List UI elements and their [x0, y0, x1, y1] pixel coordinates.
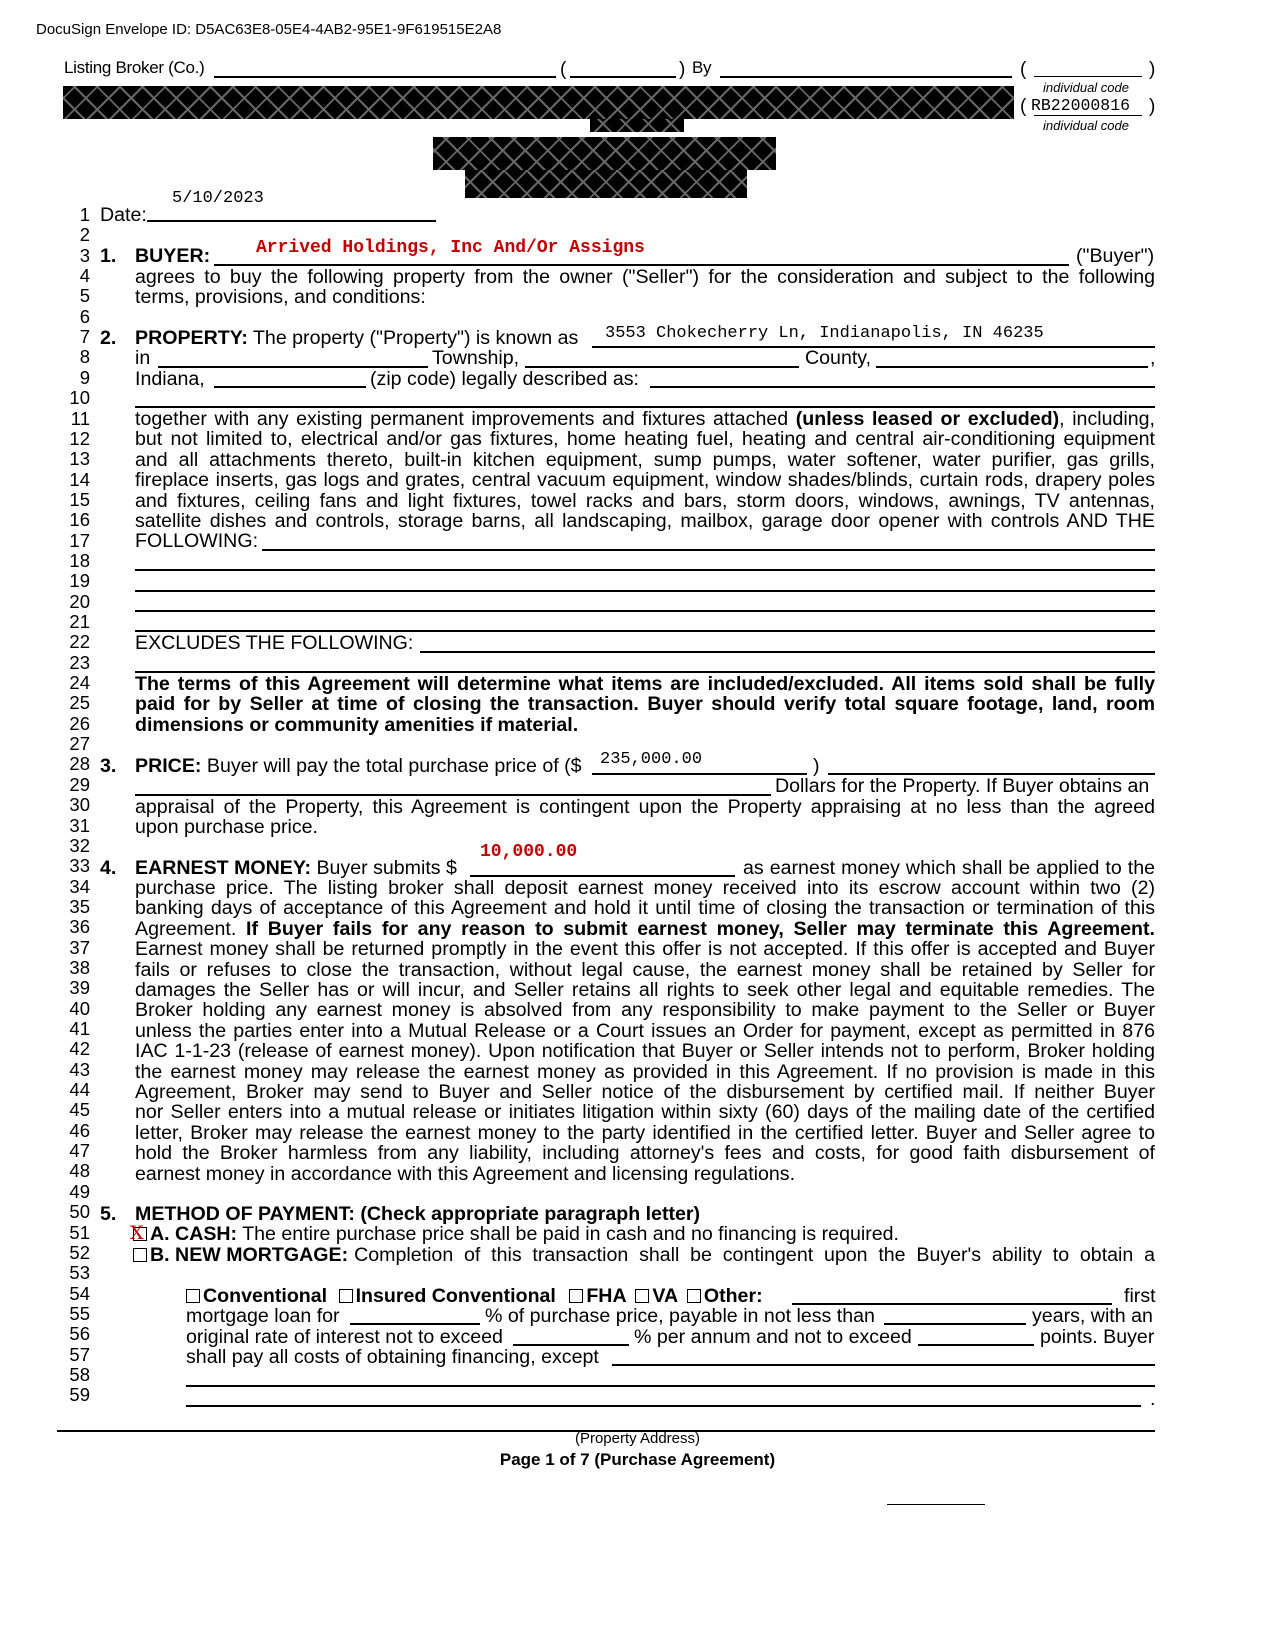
- line-number: 29: [69, 773, 90, 795]
- line-number: 38: [69, 956, 90, 978]
- line-43: the earnest money may release the earnest money as provided in this Agreement. If no provision is made in this: [135, 1061, 1155, 1083]
- line-13: and all attachments thereto, built-in kitchen equipment, sump pumps, water softener, water purifier, gas grills,: [135, 449, 1155, 471]
- cash-label: A. CASH:: [150, 1223, 238, 1245]
- line-number: 24: [69, 672, 90, 694]
- section-2-num: 2.: [100, 327, 117, 349]
- price-close-paren: ): [813, 755, 820, 777]
- line-number: 53: [69, 1262, 90, 1284]
- line-number: 8: [79, 346, 90, 368]
- individual-code-value: RB22000816: [1031, 96, 1131, 115]
- comma: ,: [1150, 347, 1156, 369]
- new-mortgage-checkbox[interactable]: [133, 1248, 147, 1262]
- line-number: 43: [69, 1058, 90, 1080]
- line-34: purchase price. The listing broker shall deposit earnest money received into its escrow account within two (2): [135, 877, 1155, 899]
- percent-of-price-label: % of purchase price, payable in not less than: [485, 1305, 875, 1327]
- dollars-text: Dollars for the Property. If Buyer obtains an: [775, 775, 1150, 797]
- indiana-label: Indiana,: [135, 368, 205, 390]
- line-46: letter, Broker may release the earnest money to the party identified in the certified letter. Buyer and Seller agree to: [135, 1122, 1155, 1144]
- property-address-field[interactable]: [592, 346, 1155, 348]
- va-checkbox[interactable]: [635, 1289, 649, 1303]
- buyer-suffix: ("Buyer"): [1076, 245, 1155, 267]
- line-number: 16: [69, 509, 90, 531]
- redacted-block: [590, 119, 684, 132]
- line-47: hold the Broker harmless from any liability, including attorney's fees and costs, for good faith disbursement of: [135, 1142, 1155, 1164]
- line-number: 30: [69, 794, 90, 816]
- line-number: 17: [69, 529, 90, 551]
- per-annum-label: % per annum and not to exceed: [634, 1326, 912, 1348]
- following-field[interactable]: [262, 549, 1155, 551]
- line-35: banking days of acceptance of this Agreement and hold it until time of closing the transaction or termination of this: [135, 897, 1155, 919]
- earnest-value: 10,000.00: [480, 842, 578, 862]
- following-field-3[interactable]: [135, 590, 1155, 592]
- line-37: Earnest money shall be returned promptly in the event this offer is not accepted. If this offer is accepted and Buyer: [135, 938, 1155, 960]
- redacted-block: [465, 170, 747, 198]
- section-5-num: 5.: [100, 1203, 117, 1225]
- line-number: 5: [79, 285, 90, 307]
- opt-fha: FHA: [586, 1285, 626, 1307]
- line-31: upon purchase price.: [135, 816, 318, 838]
- line-number: 44: [69, 1079, 90, 1101]
- legal-description-field[interactable]: [650, 386, 1155, 388]
- financing-except-label: shall pay all costs of obtaining financing, except: [186, 1346, 599, 1368]
- by-label: By: [692, 58, 712, 77]
- line-number: 26: [69, 712, 90, 734]
- following-field-2[interactable]: [135, 569, 1155, 571]
- line-12: but not limited to, electrical and/or gas fixtures, home heating fuel, heating and central air-conditioning equipment: [135, 428, 1155, 450]
- line-24: The terms of this Agreement will determine what items are included/excluded. All items sold shall be fully: [135, 673, 1155, 695]
- line-number: 28: [69, 753, 90, 775]
- individual-code-label: individual code: [1042, 80, 1129, 95]
- other-checkbox[interactable]: [687, 1289, 701, 1303]
- line-number: 51: [69, 1221, 90, 1243]
- listing-broker-field[interactable]: [214, 76, 556, 78]
- line-number: 9: [79, 366, 90, 388]
- line-number: 54: [69, 1282, 90, 1304]
- opt-conventional: Conventional: [203, 1285, 328, 1307]
- line-number: 21: [69, 611, 90, 632]
- line-number: 12: [69, 427, 90, 449]
- section-3-num: 3.: [100, 755, 117, 777]
- line-number: 15: [69, 488, 90, 510]
- conventional-checkbox[interactable]: [186, 1289, 200, 1303]
- line-number: 48: [69, 1160, 90, 1182]
- loan-percent-field[interactable]: [350, 1323, 480, 1325]
- listing-broker-label: Listing Broker (Co.): [64, 58, 205, 77]
- earnest-title: EARNEST MONEY:: [135, 857, 311, 879]
- line-number: 36: [69, 916, 90, 938]
- method-title: METHOD OF PAYMENT: (Check appropriate paragraph letter): [135, 1203, 701, 1225]
- line-number: 45: [69, 1099, 90, 1121]
- excludes-label: EXCLUDES THE FOLLOWING:: [135, 632, 414, 654]
- close-paren-3: ): [1149, 96, 1156, 117]
- financing-except-field-3[interactable]: [186, 1405, 1141, 1407]
- cash-check-mark: X: [130, 1222, 144, 1244]
- state-field[interactable]: [876, 366, 1148, 368]
- buyer-value: Arrived Holdings, Inc And/Or Assigns: [256, 238, 645, 258]
- line-number: 37: [69, 936, 90, 958]
- following-field-4[interactable]: [135, 610, 1155, 612]
- date-label: Date:: [100, 204, 147, 226]
- line-5: terms, provisions, and conditions:: [135, 286, 426, 308]
- line-30: appraisal of the Property, this Agreement is contingent upon the Property appraising at no less than the agreed: [135, 796, 1155, 818]
- excludes-field[interactable]: [420, 651, 1155, 653]
- property-address-footer: (Property Address): [574, 1430, 701, 1447]
- mortgage-loan-label: mortgage loan for: [186, 1305, 340, 1327]
- line-number: 58: [69, 1363, 90, 1385]
- county-label: County,: [805, 347, 872, 369]
- option-b: [133, 1244, 1155, 1267]
- years-field[interactable]: [884, 1323, 1026, 1325]
- new-mortgage-text: Completion of this transaction shall be contingent upon the Buyer's ability to obtain a: [354, 1244, 1155, 1266]
- financing-except-field-2[interactable]: [186, 1385, 1155, 1387]
- line-39: damages the Seller has or will incur, and Seller retains all rights to seek other legal and equitable remedies. The: [135, 979, 1155, 1001]
- period: .: [1150, 1388, 1156, 1410]
- line-number: 6: [79, 305, 90, 327]
- zip-legal-label: (zip code) legally described as:: [370, 368, 640, 390]
- new-mortgage-label: B. NEW MORTGAGE:: [150, 1244, 349, 1266]
- line-38: fails or refuses to close the transaction, without legal cause, the earnest money shall be retained by Seller for: [135, 959, 1155, 981]
- section-4-num: 4.: [100, 857, 117, 879]
- open-paren: (: [560, 59, 567, 80]
- line-25: paid for by Seller at time of closing the transaction. Buyer should verify total square footage, land, room: [135, 693, 1155, 715]
- line-41: unless the parties enter into a Mutual Release or a Court issues an Order for payment, except as permitted in 876: [135, 1020, 1155, 1042]
- line-40: Broker holding any earnest money is absolved from any responsibility to make payment to the Seller or Buyer: [135, 999, 1155, 1021]
- footer-short-rule: [887, 1504, 985, 1505]
- line-number: 47: [69, 1140, 90, 1162]
- insured-conventional-checkbox[interactable]: [339, 1289, 353, 1303]
- line-45: nor Seller enters into a mutual release or initiates litigation within sixty (60) days of the mailing date of the certified: [135, 1101, 1155, 1123]
- line-number: 39: [69, 977, 90, 999]
- open-paren-2: (: [1020, 59, 1027, 80]
- points-label: points. Buyer: [1040, 1326, 1155, 1348]
- line-number: 7: [79, 326, 90, 348]
- line-26: dimensions or community amenities if material.: [135, 714, 579, 736]
- line-number: 50: [69, 1201, 90, 1223]
- earnest-as: as earnest money which shall be applied to the: [743, 857, 1155, 879]
- close-paren-2: ): [1149, 59, 1156, 80]
- option-a: [130, 1222, 899, 1246]
- by-field[interactable]: [720, 76, 1012, 78]
- line-number: 55: [69, 1302, 90, 1324]
- individual-code-label-2: individual code: [1042, 118, 1129, 133]
- price-value: 235,000.00: [600, 750, 703, 769]
- line-number: 34: [69, 875, 90, 897]
- line-number: 4: [79, 265, 90, 287]
- line-number: 11: [70, 407, 90, 429]
- redacted-block: [63, 86, 1014, 119]
- points-field[interactable]: [918, 1344, 1034, 1346]
- redacted-block: [433, 137, 776, 170]
- rate-label: original rate of interest not to exceed: [186, 1326, 503, 1348]
- earnest-submits: Buyer submits $: [316, 857, 457, 879]
- line-42: IAC 1-1-23 (release of earnest money). Upon notification that Buyer or Seller intends not to perform, Broker holding: [135, 1040, 1155, 1062]
- zip-field[interactable]: [214, 386, 366, 388]
- line-4: agrees to buy the following property from the owner ("Seller") for the consideration and subject to the following: [135, 266, 1155, 288]
- page-number: Page 1 of 7 (Purchase Agreement): [499, 1450, 776, 1469]
- buyer-title: BUYER:: [135, 245, 211, 267]
- line-number: 59: [69, 1384, 90, 1406]
- line-number: 14: [69, 468, 90, 490]
- financing-except-field[interactable]: [612, 1364, 1155, 1366]
- line-14: fireplace inserts, gas logs and grates, central vacuum equipment, window shades/blinds, curtain rods, drapery poles: [135, 469, 1155, 491]
- date-value: 5/10/2023: [172, 189, 264, 208]
- line-number: 23: [69, 651, 90, 673]
- fha-checkbox[interactable]: [569, 1289, 583, 1303]
- property-known-as: The property ("Property") is known as: [252, 327, 579, 349]
- line-15: and fixtures, ceiling fans and light fixtures, towel racks and bars, storm doors, windows, awnings, TV antennas,: [135, 490, 1155, 512]
- line-number: 57: [69, 1343, 90, 1365]
- line-number: 32: [69, 834, 90, 856]
- envelope-id: DocuSign Envelope ID: D5AC63E8-05E4-4AB2-95E1-9F619515E2A8: [36, 21, 502, 38]
- line-48: earnest money in accordance with this Agreement and licensing regulations.: [135, 1163, 796, 1185]
- line-number: 41: [69, 1018, 90, 1039]
- line-number: 31: [69, 814, 90, 836]
- line-number: 56: [69, 1323, 90, 1345]
- line-number: 25: [69, 692, 90, 714]
- cash-checkbox[interactable]: [130, 1222, 147, 1244]
- section-1-num: 1.: [100, 245, 117, 267]
- opt-other: Other:: [703, 1285, 763, 1307]
- line-number: 49: [69, 1180, 90, 1202]
- line-number: 10: [69, 387, 90, 409]
- property-title: PROPERTY:: [135, 327, 248, 349]
- line-number: 40: [69, 997, 90, 1019]
- close-paren: ): [679, 59, 686, 80]
- line-number: 27: [69, 733, 90, 755]
- line-number: 52: [69, 1241, 90, 1263]
- line-number: 35: [69, 895, 90, 917]
- individual-code-line: [1034, 115, 1142, 116]
- line-11: together with any existing permanent improvements and fixtures attached (unless leased or excluded), including,: [135, 408, 1155, 430]
- line-number: 3: [79, 244, 90, 266]
- township-label: Township,: [432, 347, 520, 369]
- line-36: Agreement. If Buyer fails for any reason to submit earnest money, Seller may terminate this Agreement.: [135, 918, 1155, 940]
- line-number: 33: [69, 855, 90, 877]
- property-address-value: 3553 Chokecherry Ln, Indianapolis, IN 46235: [605, 324, 1044, 343]
- line-number: 18: [69, 549, 90, 571]
- line-number: 19: [69, 570, 90, 592]
- open-paren-3: (: [1020, 96, 1027, 117]
- line-number: 42: [69, 1038, 90, 1060]
- line-number: 2: [79, 224, 90, 246]
- first-label: first: [1124, 1285, 1156, 1307]
- opt-insured: Insured Conventional: [355, 1285, 556, 1307]
- cash-text: The entire purchase price shall be paid in cash and no financing is required.: [242, 1223, 899, 1245]
- line-16: satellite dishes and controls, storage barns, all landscaping, mailbox, garage door opener with controls AND THE: [135, 510, 1155, 532]
- price-title: PRICE:: [135, 755, 202, 777]
- years-label: years, with an: [1032, 1305, 1153, 1327]
- line-number: 20: [69, 590, 90, 612]
- line-number: 13: [69, 448, 90, 470]
- price-text: Buyer will pay the total purchase price of ($: [206, 755, 582, 777]
- date-field[interactable]: [147, 220, 436, 222]
- individual-code-field[interactable]: [1034, 76, 1142, 77]
- following-label: FOLLOWING:: [135, 530, 259, 552]
- line-number: 22: [69, 631, 90, 653]
- broker-code-field[interactable]: [570, 76, 676, 78]
- line-number: 1: [79, 204, 90, 225]
- line-number: 46: [69, 1119, 90, 1141]
- line-44: Agreement, Broker may send to Buyer and Seller notice of the disbursement by certified mail. If neither Buyer: [135, 1081, 1155, 1103]
- opt-va: VA: [652, 1285, 678, 1307]
- in-label: in: [135, 347, 151, 369]
